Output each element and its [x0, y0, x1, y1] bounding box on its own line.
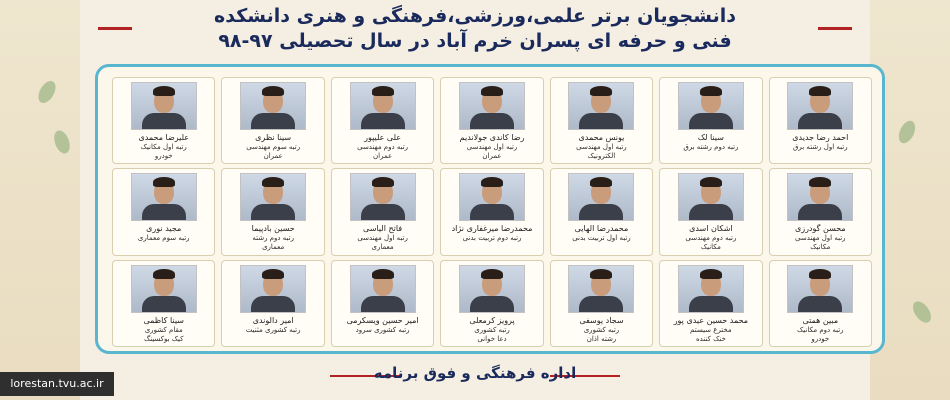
- student-name: پرویز کرمعلی: [469, 315, 515, 325]
- student-photo: [678, 265, 744, 313]
- student-card: [112, 260, 215, 347]
- student-name: سینا نظری: [255, 133, 292, 142]
- student-photo: [240, 265, 306, 313]
- students-grid: [112, 77, 872, 347]
- student-rank: رتبه کشوری: [474, 325, 510, 334]
- student-photo: [459, 173, 525, 221]
- student-card: [550, 260, 653, 347]
- student-name: مبین همتی: [802, 315, 839, 325]
- student-card: [550, 77, 653, 164]
- student-field: عمران: [373, 152, 393, 160]
- student-card: [440, 77, 543, 164]
- student-name: سینا لک: [697, 133, 724, 142]
- student-name: محمدرضا الهایی: [574, 224, 629, 234]
- site-url-label[interactable]: lorestan.tvu.ac.ir: [0, 372, 114, 396]
- student-field: معماری: [262, 243, 285, 252]
- student-rank: رتبه اول رشته برق: [792, 143, 848, 151]
- student-name: رضا کاندی جولاندیم: [459, 133, 525, 142]
- student-photo: [678, 82, 744, 130]
- student-rank: رتبه کشوری مثنیت: [245, 325, 301, 334]
- student-rank: رتبه سوم معماری: [137, 234, 190, 243]
- student-name: سینا کاظمی: [143, 315, 184, 325]
- title-line-1: دانشجویان برتر علمی،ورزشی،فرهنگی و هنری دانشکده: [214, 5, 736, 27]
- students-panel: [95, 64, 885, 354]
- student-name: محمد حسین عیدی پور: [673, 315, 749, 325]
- student-card: [769, 168, 872, 255]
- student-rank: رتبه اول مهندسی: [795, 234, 846, 243]
- student-field: خنک کننده: [695, 334, 726, 343]
- left-background: [0, 0, 80, 400]
- student-card: [659, 260, 762, 347]
- student-card: [659, 168, 762, 255]
- student-rank: رتبه اول مکانیک: [140, 143, 187, 151]
- student-field: دعا خوانی: [477, 334, 507, 343]
- student-photo: [568, 82, 634, 130]
- student-rank: رتبه دوم مهندسی: [357, 143, 409, 151]
- student-rank: رتبه دوم مکانیک: [797, 325, 844, 334]
- student-card: [769, 260, 872, 347]
- student-name: اشکان اسدی: [689, 224, 733, 234]
- student-card: [221, 77, 324, 164]
- student-photo: [568, 173, 634, 221]
- student-rank: رتبه اول مهندسی: [466, 143, 518, 151]
- student-photo: [568, 265, 634, 313]
- student-photo: [459, 82, 525, 130]
- student-name: امیر دالوندی: [252, 315, 294, 325]
- student-field: مکانیک: [700, 243, 721, 252]
- student-card: [331, 168, 434, 255]
- student-rank: رتبه اول مهندسی: [357, 234, 408, 243]
- student-rank: رتبه کشوری سرود: [355, 325, 410, 334]
- student-card: [769, 77, 872, 164]
- student-rank: رتبه اول تربیت بدنی: [572, 234, 631, 243]
- poster-title: [90, 4, 860, 60]
- student-card: [221, 260, 324, 347]
- student-card: [112, 77, 215, 164]
- student-photo: [240, 82, 306, 130]
- student-rank: رتبه سوم مهندسی: [246, 143, 301, 151]
- student-name: حسین بادپیما: [251, 224, 295, 234]
- student-photo: [350, 265, 416, 313]
- student-name: سجاد یوسفی: [579, 315, 624, 325]
- student-card: [331, 260, 434, 347]
- student-field: عمران: [482, 152, 502, 160]
- student-rank: رتبه کشوری: [583, 325, 620, 334]
- student-name: احمد رضا جدیدی: [792, 133, 849, 142]
- student-field: خودرو: [811, 334, 830, 343]
- student-photo: [131, 265, 197, 313]
- student-photo: [131, 173, 197, 221]
- student-card: [112, 168, 215, 255]
- student-name: امیر حسین ویسکرمی: [346, 315, 419, 325]
- student-card: [440, 260, 543, 347]
- student-photo: [350, 173, 416, 221]
- student-field: عمران: [263, 152, 283, 160]
- student-rank: رتبه دوم تربیت بدنی: [462, 234, 522, 243]
- student-rank: مخترع سیستم: [690, 325, 732, 334]
- student-card: [550, 168, 653, 255]
- student-field: الکترونیک: [587, 152, 616, 160]
- student-photo: [787, 82, 853, 130]
- student-card: [440, 168, 543, 255]
- student-card: [221, 168, 324, 255]
- student-name: علی علیپور: [364, 133, 402, 142]
- student-photo: [131, 82, 197, 130]
- student-name: فاتح الیاسی: [363, 224, 403, 234]
- student-name: یونس محمدی: [578, 133, 625, 142]
- student-rank: مقام کشوری: [144, 325, 183, 334]
- student-name: علیرضا محمدی: [138, 133, 189, 142]
- footer-text: اداره فرهنگی و فوق برنامه: [373, 364, 577, 382]
- student-field: رشته اذان: [586, 334, 617, 343]
- student-photo: [240, 173, 306, 221]
- student-card: [331, 77, 434, 164]
- student-rank: رتبه دوم مهندسی: [685, 234, 737, 243]
- student-photo: [459, 265, 525, 313]
- student-rank: رتبه اول مهندسی: [576, 143, 627, 151]
- title-line-2: فنی و حرفه ای پسران خرم آباد در سال تحصیلی ۹۷-۹۸: [218, 30, 732, 52]
- student-card: [659, 77, 762, 164]
- student-photo: [350, 82, 416, 130]
- student-photo: [787, 173, 853, 221]
- student-photo: [787, 265, 853, 313]
- student-name: مجید نوری: [146, 224, 182, 234]
- student-field: مکانیک: [810, 243, 831, 252]
- student-rank: رتبه دوم رشته برق: [683, 143, 739, 151]
- student-field: معماری: [371, 243, 394, 252]
- student-field: خودرو: [154, 152, 173, 160]
- student-rank: رتبه دوم رشته: [252, 234, 294, 243]
- student-name: محمدرضا میرغفاری نژاد: [451, 224, 533, 234]
- student-field: کیک بوکسینگ: [143, 334, 184, 343]
- student-photo: [678, 173, 744, 221]
- student-name: محسن گودرزی: [794, 224, 846, 234]
